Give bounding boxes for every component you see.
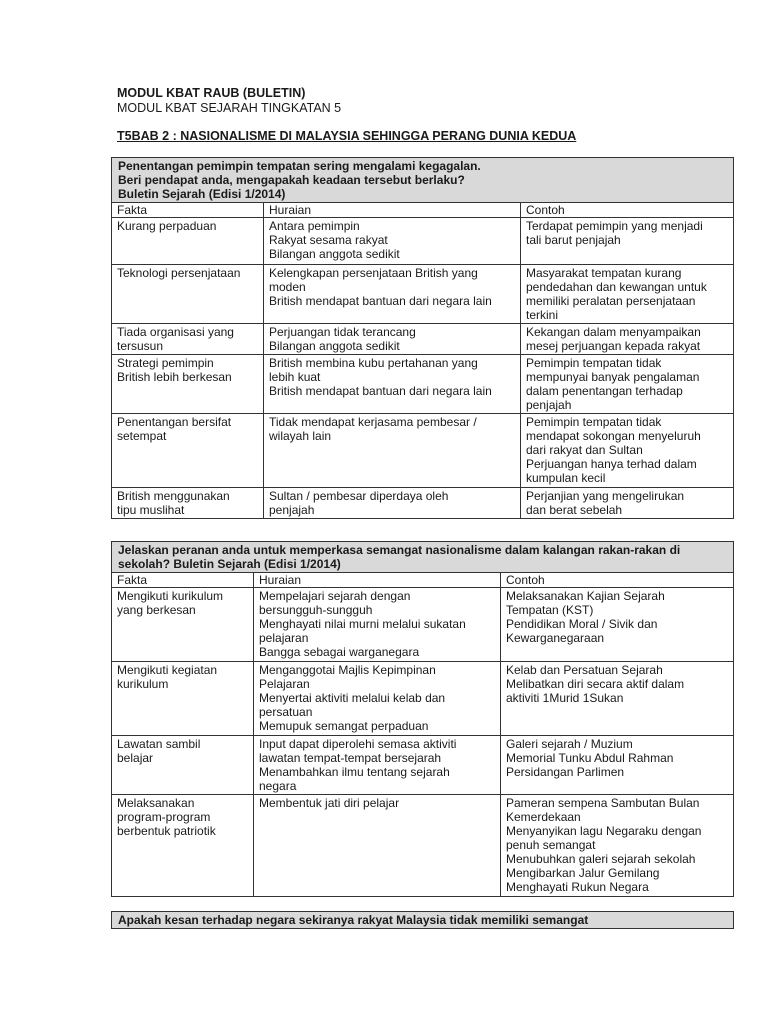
chapter-heading: T5BAB 2 : NASIONALISME DI MALAYSIA SEHINGGA PERANG DUNIA KEDUA xyxy=(117,129,577,143)
huraian-line: Perjuangan tidak terancang xyxy=(269,325,416,339)
fakta-cell xyxy=(112,414,264,488)
question-text: Beri pendapat anda, mengapakah keadaan tersebut berlaku? xyxy=(118,173,465,187)
huraian-cell xyxy=(264,355,521,414)
contoh-line: Tempatan (KST) xyxy=(506,603,594,617)
table-row xyxy=(112,355,734,414)
fakta-line: Penentangan bersifat xyxy=(117,415,232,429)
contoh-line: Perjanjian yang mengelirukan xyxy=(526,489,685,503)
fakta-line: berbentuk patriotik xyxy=(117,824,216,838)
contoh-line: Memorial Tunku Abdul Rahman xyxy=(506,751,674,765)
contoh-line: aktiviti 1Murid 1Sukan xyxy=(506,691,624,705)
question-text: Apakah kesan terhadap negara sekiranya rakyat Malaysia tidak memiliki semangat xyxy=(118,913,589,927)
contoh-cell xyxy=(521,355,734,414)
contoh-line: Kelab dan Persatuan Sejarah xyxy=(506,663,663,677)
contoh-line: Menghayati Rukun Negara xyxy=(506,880,649,894)
contoh-line: Melaksanakan Kajian Sejarah xyxy=(506,589,665,603)
table-row xyxy=(112,265,734,324)
table-row xyxy=(112,736,734,795)
contoh-line: Kewarganegaraan xyxy=(506,631,605,645)
huraian-line: Kelengkapan persenjataan British yang xyxy=(269,266,478,280)
column-header-row xyxy=(112,573,734,588)
question-text: Buletin Sejarah (Edisi 1/2014) xyxy=(118,187,286,201)
huraian-line: British mendapat bantuan dari negara lain xyxy=(269,294,492,308)
contoh-line: memiliki peralatan persenjataan xyxy=(526,294,696,308)
fakta-cell xyxy=(112,795,254,897)
huraian-line: pelajaran xyxy=(259,631,309,645)
fakta-line: British menggunakan xyxy=(117,489,230,503)
fakta-line: tipu muslihat xyxy=(117,503,185,517)
question-table-2 xyxy=(111,541,734,897)
huraian-line: bersungguh-sungguh xyxy=(259,603,373,617)
fakta-line: British lebih berkesan xyxy=(117,370,232,384)
contoh-line: dalam penentangan terhadap xyxy=(526,384,683,398)
huraian-line: Menghayati nilai murni melalui sukatan xyxy=(259,617,466,631)
huraian-line: Sultan / pembesar diperdaya oleh xyxy=(269,489,449,503)
contoh-line: Perjuangan hanya terhad dalam xyxy=(526,457,697,471)
contoh-line: Melibatkan diri secara aktif dalam xyxy=(506,677,685,691)
table-row xyxy=(112,488,734,519)
huraian-cell xyxy=(254,662,501,736)
huraian-line: Menambahkan ilmu tentang sejarah xyxy=(259,765,450,779)
question-table-1 xyxy=(111,157,734,519)
question-row xyxy=(112,158,734,203)
huraian-line: lawatan tempat-tempat bersejarah xyxy=(259,751,442,765)
huraian-line: Menyertai aktiviti melalui kelab dan xyxy=(259,691,446,705)
huraian-line: moden xyxy=(269,280,306,294)
huraian-line: Membentuk jati diri pelajar xyxy=(259,796,400,810)
column-header-fakta: Fakta xyxy=(112,573,254,588)
fakta-line: tersusun xyxy=(117,339,164,353)
contoh-line: dan berat sebelah xyxy=(526,503,623,517)
huraian-cell xyxy=(264,414,521,488)
fakta-line: yang berkesan xyxy=(117,603,196,617)
fakta-cell xyxy=(112,324,264,355)
fakta-line: setempat xyxy=(117,429,167,443)
huraian-line: Tidak mendapat kerjasama pembesar / xyxy=(269,415,477,429)
contoh-line: terkini xyxy=(526,308,559,322)
fakta-line: Kurang perpaduan xyxy=(117,219,217,233)
huraian-line: negara xyxy=(259,779,297,793)
contoh-line: Menyanyikan lagu Negaraku dengan xyxy=(506,824,702,838)
question-text: Jelaskan peranan anda untuk memperkasa semangat nasionalisme dalam kalangan rakan-rakan di xyxy=(118,543,681,557)
huraian-cell xyxy=(254,588,501,662)
huraian-cell xyxy=(254,736,501,795)
fakta-cell xyxy=(112,588,254,662)
contoh-line: pendedahan dan kewangan untuk xyxy=(526,280,707,294)
huraian-line: British membina kubu pertahanan yang xyxy=(269,356,478,370)
huraian-line: Mempelajari sejarah dengan xyxy=(259,589,411,603)
contoh-line: penuh semangat xyxy=(506,838,596,852)
contoh-line: Pendidikan Moral / Sivik dan xyxy=(506,617,658,631)
contoh-line: Kekangan dalam menyampaikan xyxy=(526,325,701,339)
huraian-cell xyxy=(254,795,501,897)
column-header-huraian: Huraian xyxy=(264,203,521,218)
contoh-cell xyxy=(521,265,734,324)
contoh-line: tali barut penjajah xyxy=(526,233,621,247)
huraian-line: lebih kuat xyxy=(269,370,321,384)
contoh-cell xyxy=(501,736,734,795)
contoh-line: mendapat sokongan menyeluruh xyxy=(526,429,701,443)
huraian-line: wilayah lain xyxy=(269,429,332,443)
contoh-line: mesej perjuangan kepada rakyat xyxy=(526,339,701,353)
contoh-line: Mengibarkan Jalur Gemilang xyxy=(506,866,660,880)
column-header-contoh: Contoh xyxy=(501,573,734,588)
fakta-cell xyxy=(112,218,264,265)
huraian-line: Menganggotai Majlis Kepimpinan xyxy=(259,663,436,677)
module-subtitle: MODUL KBAT SEJARAH TINGKATAN 5 xyxy=(117,101,342,115)
huraian-line: Bilangan anggota sedikit xyxy=(269,247,400,261)
question-table-3 xyxy=(111,911,734,929)
contoh-cell xyxy=(521,324,734,355)
question-cell xyxy=(112,542,734,573)
table-row xyxy=(112,662,734,736)
huraian-cell xyxy=(264,324,521,355)
column-header-fakta: Fakta xyxy=(112,203,264,218)
huraian-line: Rakyat sesama rakyat xyxy=(269,233,388,247)
question-text: sekolah? Buletin Sejarah (Edisi 1/2014) xyxy=(118,557,341,571)
table-row xyxy=(112,414,734,488)
module-title: MODUL KBAT RAUB (BULETIN) xyxy=(117,86,306,100)
contoh-line: Kemerdekaan xyxy=(506,810,581,824)
huraian-line: Memupuk semangat perpaduan xyxy=(259,719,429,733)
fakta-line: Teknologi persenjataan xyxy=(117,266,241,280)
fakta-line: kurikulum xyxy=(117,677,169,691)
huraian-cell xyxy=(264,218,521,265)
fakta-line: belajar xyxy=(117,751,154,765)
contoh-line: Pemimpin tempatan tidak xyxy=(526,415,662,429)
contoh-line: Pameran sempena Sambutan Bulan xyxy=(506,796,700,810)
contoh-cell xyxy=(501,795,734,897)
fakta-cell xyxy=(112,355,264,414)
contoh-cell xyxy=(501,662,734,736)
fakta-line: Tiada organisasi yang xyxy=(117,325,234,339)
question-table-3-body xyxy=(112,912,734,929)
huraian-line: Bilangan anggota sedikit xyxy=(269,339,400,353)
contoh-line: kumpulan kecil xyxy=(526,471,606,485)
contoh-line: Pemimpin tempatan tidak xyxy=(526,356,662,370)
contoh-line: mempunyai banyak pengalaman xyxy=(526,370,700,384)
huraian-line: Pelajaran xyxy=(259,677,310,691)
fakta-line: Mengikuti kegiatan xyxy=(117,663,218,677)
fakta-line: Strategi pemimpin xyxy=(117,356,214,370)
contoh-line: Masyarakat tempatan kurang xyxy=(526,266,682,280)
contoh-line: Persidangan Parlimen xyxy=(506,765,625,779)
fakta-line: Mengikuti kurikulum xyxy=(117,589,224,603)
contoh-line: Menubuhkan galeri sejarah sekolah xyxy=(506,852,696,866)
fakta-cell xyxy=(112,662,254,736)
contoh-cell xyxy=(521,414,734,488)
fakta-cell xyxy=(112,265,264,324)
table-row xyxy=(112,218,734,265)
huraian-line: Antara pemimpin xyxy=(269,219,360,233)
huraian-cell xyxy=(264,488,521,519)
contoh-line: penjajah xyxy=(526,398,572,412)
contoh-cell xyxy=(501,588,734,662)
huraian-cell xyxy=(264,265,521,324)
question-table-2-body xyxy=(112,542,734,897)
question-cell xyxy=(112,912,734,929)
fakta-cell xyxy=(112,488,264,519)
contoh-cell xyxy=(521,218,734,265)
table-row xyxy=(112,795,734,897)
column-header-contoh: Contoh xyxy=(521,203,734,218)
huraian-line: persatuan xyxy=(259,705,313,719)
contoh-cell xyxy=(521,488,734,519)
fakta-cell xyxy=(112,736,254,795)
huraian-line: Bangga sebagai warganegara xyxy=(259,645,420,659)
contoh-line: dari rakyat dan Sultan xyxy=(526,443,643,457)
table-row xyxy=(112,324,734,355)
huraian-line: Input dapat diperolehi semasa aktiviti xyxy=(259,737,457,751)
question-text: Penentangan pemimpin tempatan sering mengalami kegagalan. xyxy=(118,159,481,173)
contoh-line: Galeri sejarah / Muzium xyxy=(506,737,633,751)
table-row xyxy=(112,588,734,662)
huraian-line: British mendapat bantuan dari negara lain xyxy=(269,384,492,398)
fakta-line: Melaksanakan xyxy=(117,796,195,810)
column-header-huraian: Huraian xyxy=(254,573,501,588)
huraian-line: penjajah xyxy=(269,503,315,517)
fakta-line: Lawatan sambil xyxy=(117,737,201,751)
question-cell xyxy=(112,158,734,203)
question-row xyxy=(112,912,734,929)
question-row xyxy=(112,542,734,573)
contoh-line: Terdapat pemimpin yang menjadi xyxy=(526,219,703,233)
column-header-row xyxy=(112,203,734,218)
fakta-line: program-program xyxy=(117,810,211,824)
question-table-1-body xyxy=(112,158,734,519)
